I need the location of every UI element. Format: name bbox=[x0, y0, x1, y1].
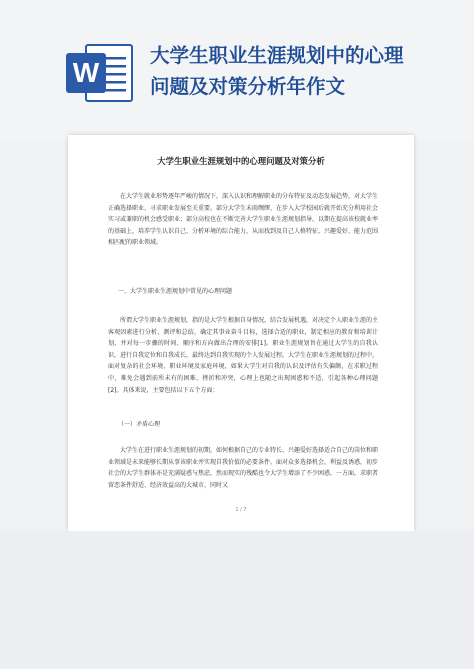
word-document-icon bbox=[64, 41, 136, 105]
page-title: 大学生职业生涯规划中的心理 问题及对策分析年作文 bbox=[150, 44, 404, 98]
subsection-heading-1: （一）矛盾心理 bbox=[118, 421, 161, 428]
document-page bbox=[68, 135, 414, 531]
section-heading-1: 一、大学生职业生涯规划中常见的心理问题 bbox=[118, 288, 233, 295]
header-banner bbox=[0, 0, 474, 140]
background-area bbox=[0, 531, 474, 669]
paragraph-definition: 所谓大学生职业生涯规划，指的是大学生根据自身情况，结合发展机遇，对决定个人职业生涯的主客观因素进行分析、测评和总结，确定其事业奋斗目标，选择合适的职业，制定相应的教育和培训计划，并对每一步骤的时间、顺序和方向做出合理的安排[1]。职业生涯规划旨在通过大学生的自我认识，进行自我定位和自我成长，最终达到自我实现的个人发展过程。大学生在职业生涯规划的过程中，面对复杂的社会环境、职业环境及家庭环境，如果大学生对自我的认识及评估有失偏颇，在求职过程中，难免会遇到前所未有的困难、挫折和冲突，心理上也随之出现困惑和不适，引起各种心理问题[2]。具体来说，主要包括以下五个方面： bbox=[108, 317, 379, 394]
document-title: 大学生职业生涯规划中的心理问题及对策分析 bbox=[157, 156, 325, 166]
page-number: 1 / 7 bbox=[235, 507, 247, 513]
paragraph-contradiction: 大学生在进行职业生涯规划的初期，如何根据自己的专业特长、兴趣爱好选择适合自己的岗位和职业领域是未来能够长期从事该职业并实现自我价值的必要条件。面对众多选择机会，利益及诱惑，初步社会的大学生群体亦是充满疑惑与焦虑，然而现实的残酷也令大学生增添了不少困惑。一方面，求职者留恋条件舒适、经济效益高的大城市，同时又 bbox=[108, 447, 379, 489]
paragraph-intro: 在大学生就业形势逐年严峻的情况下，深入认识和理解职业的分布特征及动态发展趋势，对大学生正确选择职业、寻求职业发展至关重要。部分大学生未雨绸缪，在步入大学校园后就开始充分利用社会实习或兼职的机会感受职业；部分高校也在不断完善大学生职业生涯规划指导，以期在提高该校就业率的基础上，培养学生认识自己、分析环境的综合能力，从而找到及自己人格特征、兴趣爱好、能力范围相匹配的职业领域。 bbox=[108, 193, 379, 247]
word-icon-letter: W bbox=[72, 57, 100, 88]
